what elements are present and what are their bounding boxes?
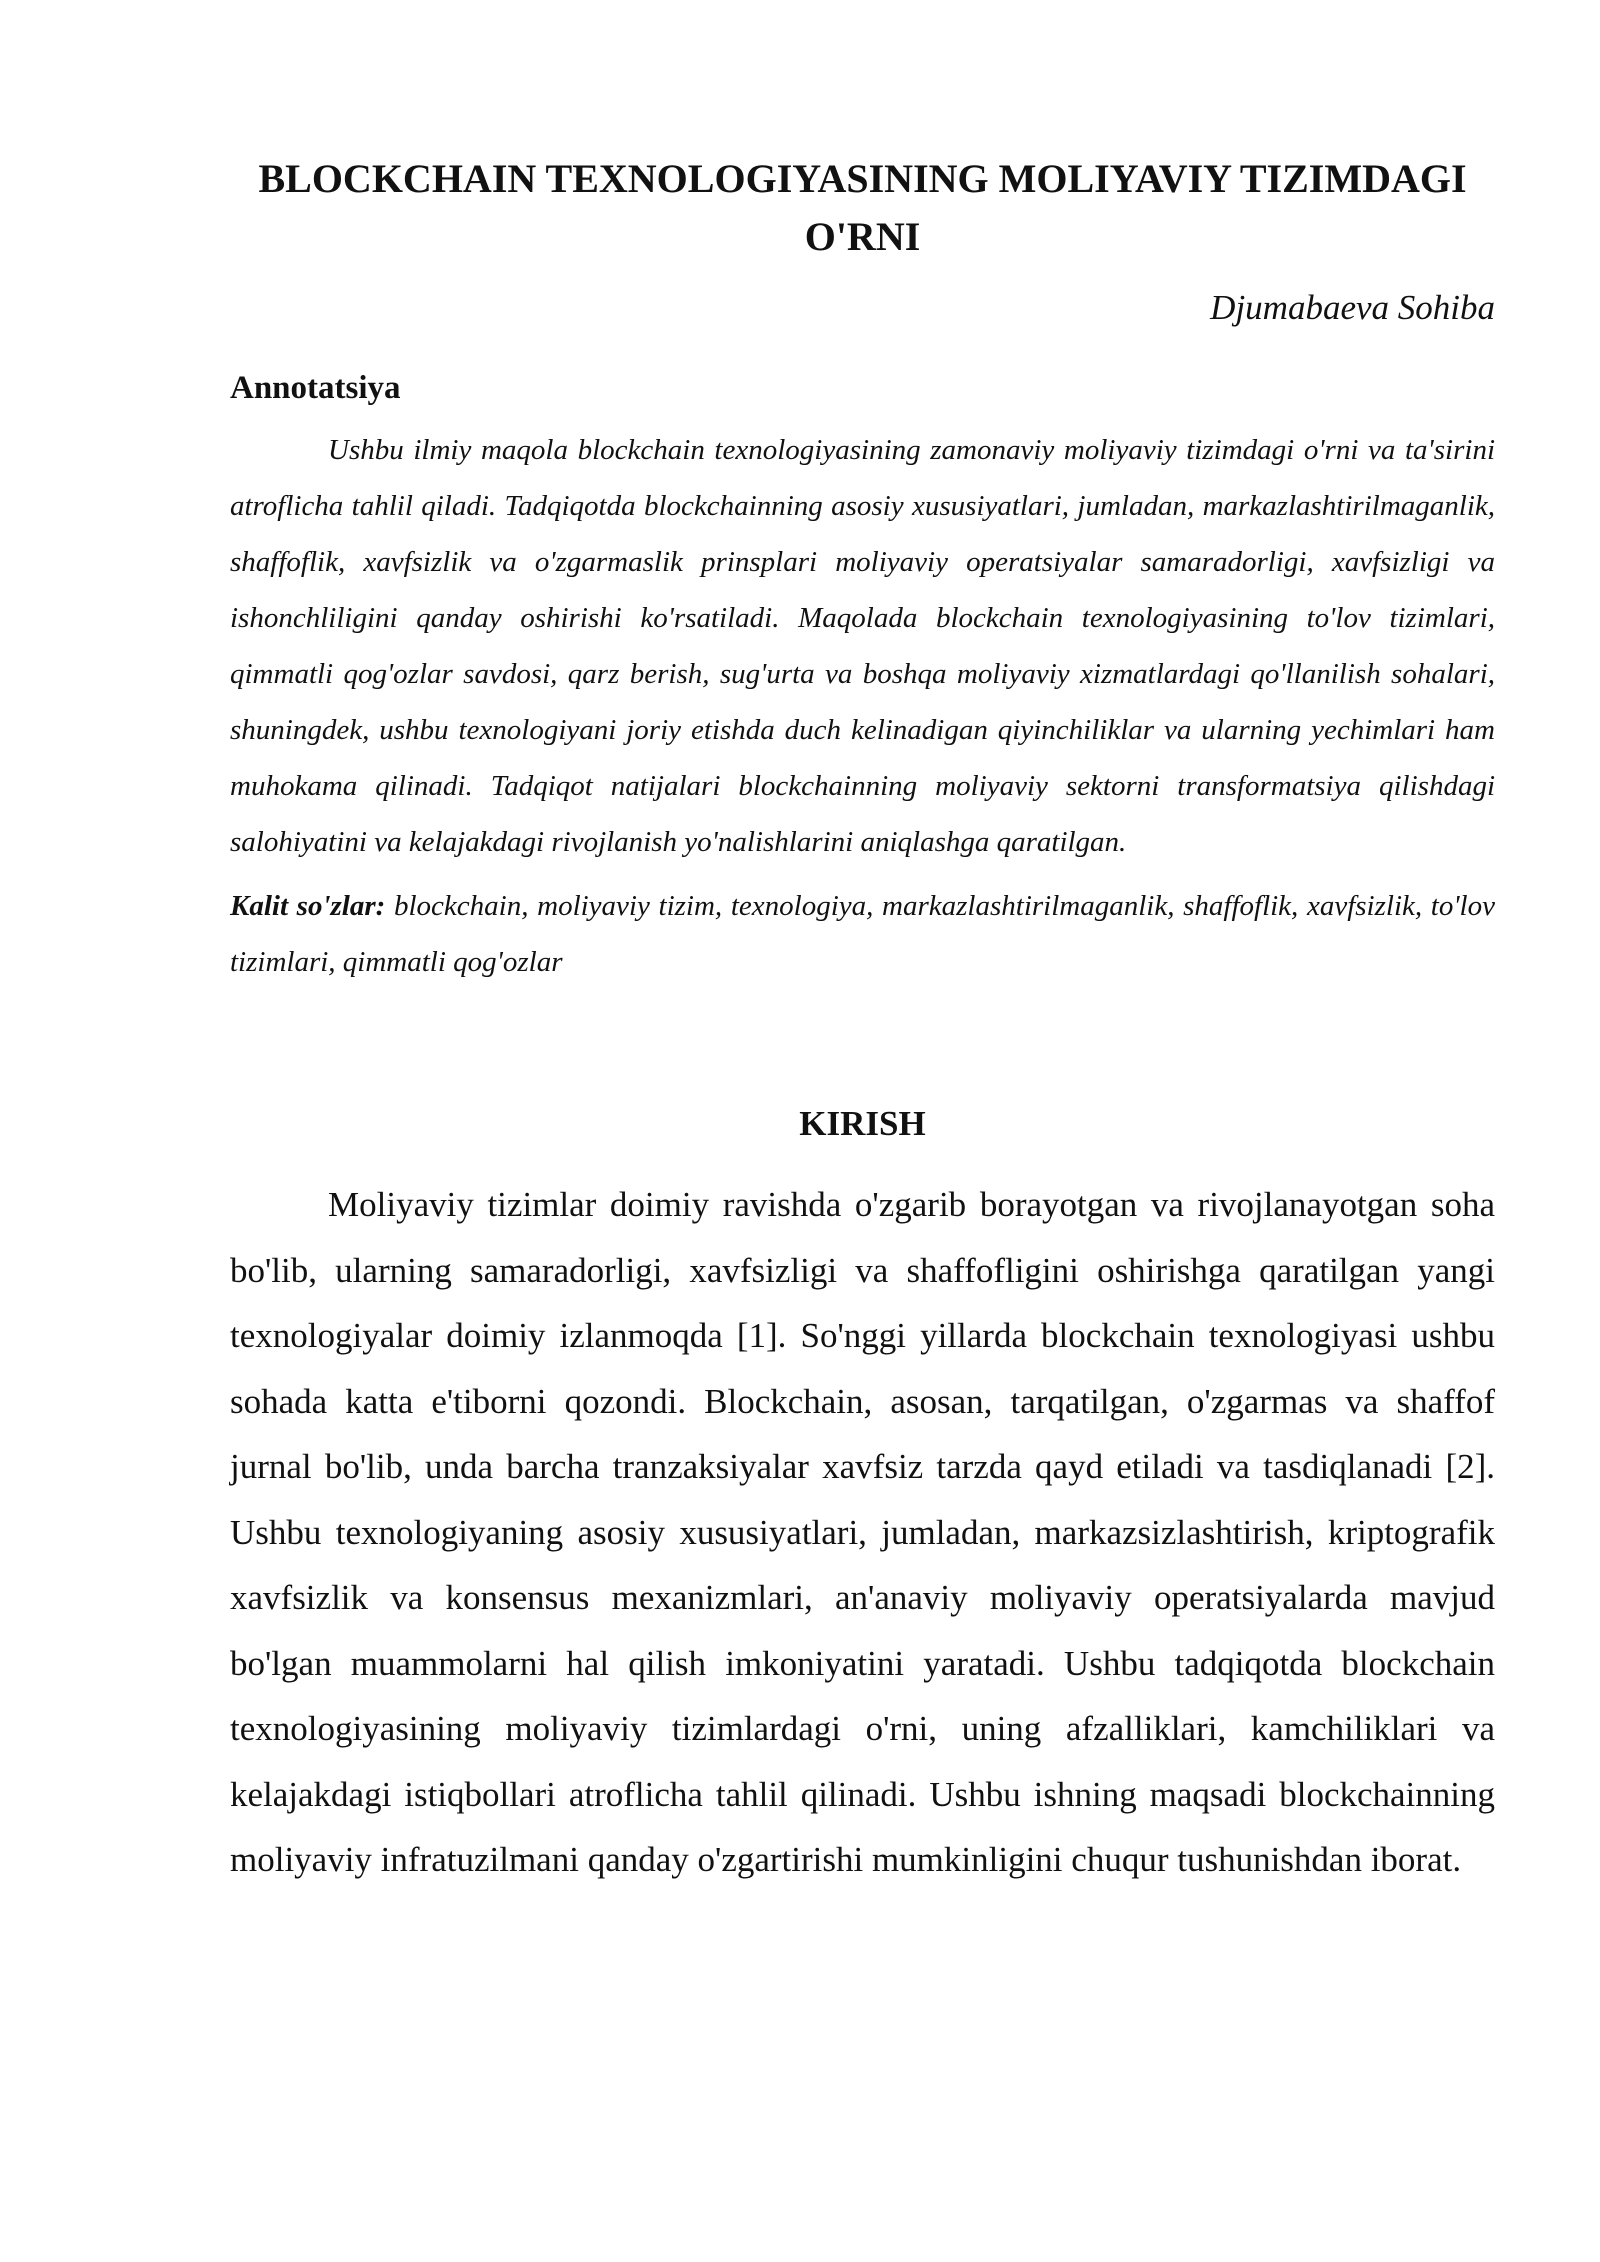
paper-title: BLOCKCHAIN TEXNOLOGIYASINING MOLIYAVIY TIZIMDAGI O'RNI [258,156,1467,259]
keywords-label: Kalit so'zlar: [230,890,386,922]
keywords-line [230,878,1495,990]
abstract-heading: Annotatsiya [230,370,401,406]
author-name: Djumabaeva Sohiba [1210,288,1495,327]
intro-heading: KIRISH [799,1104,926,1143]
keywords-list: blockchain, moliyaviy tizim, texnologiya, markazlashtirilmaganlik, shaffoflik, xavfsizlik, to'lov tizimlari, qimmatli qog'ozlar [230,890,1495,978]
document-page [230,150,1495,1893]
intro-paragraph: Moliyaviy tizimlar doimiy ravishda o'zgarib borayotgan va rivojlanayotgan soha bo'lib, ularning samaradorligi, xavfsizligi va shaffofligini oshirishga qaratilgan yangi texnologiyalar doimiy izlanmoqda [1]. So'nggi yillarda blockchain texnologiyasi ushbu sohada katta e'tiborni qozondi. Blockchain, asosan, tarqatilgan, o'zgarmas va shaffof jurnal bo'lib, unda barcha tranzaksiyalar xavfsiz tarzda qayd etiladi va tasdiqlanadi [2]. Ushbu texnologiyaning asosiy xususiyatlari, jumladan, markazsizlashtirish, kriptografik xavfsizlik va konsensus mexanizmlari, an'anaviy moliyaviy operatsiyalarda mavjud bo'lgan muammolarni hal qilish imkoniyatini yaratadi. Ushbu tadqiqotda blockchain texnologiyasining moliyaviy tizimlardagi o'rni, uning afzalliklari, kamchiliklari va kelajakdagi istiqbollari atroflicha tahlil qilinadi. Ushbu ishning maqsadi blockchainning moliyaviy infratuzilmani qanday o'zgartirishi mumkinligini chuqur tushunishdan iborat. [230,1185,1495,1879]
abstract-paragraph: Ushbu ilmiy maqola blockchain texnologiyasining zamonaviy moliyaviy tizimdagi o'rni va ta'sirini atroflicha tahlil qiladi. Tadqiqotda blockchainning asosiy xususiyatlari, jumladan, markazlashtirilmaganlik, shaffoflik, xavfsizlik va o'zgarmaslik prinsplari moliyaviy operatsiyalar samaradorligi, xavfsizligi va ishonchliligini qanday oshirishi ko'rsatiladi. Maqolada blockchain texnologiyasining to'lov tizimlari, qimmatli qog'ozlar savdosi, qarz berish, sug'urta va boshqa moliyaviy xizmatlardagi qo'llanilish sohalari, shuningdek, ushbu texnologiyani joriy etishda duch kelinadigan qiyinchiliklar va ularning yechimlari ham muhokama qilinadi. Tadqiqot natijalari blockchainning moliyaviy sektorni transformatsiya qilishdagi salohiyatini va kelajakdagi rivojlanish yo'nalishlarini aniqlashga qaratilgan. [230,434,1495,858]
